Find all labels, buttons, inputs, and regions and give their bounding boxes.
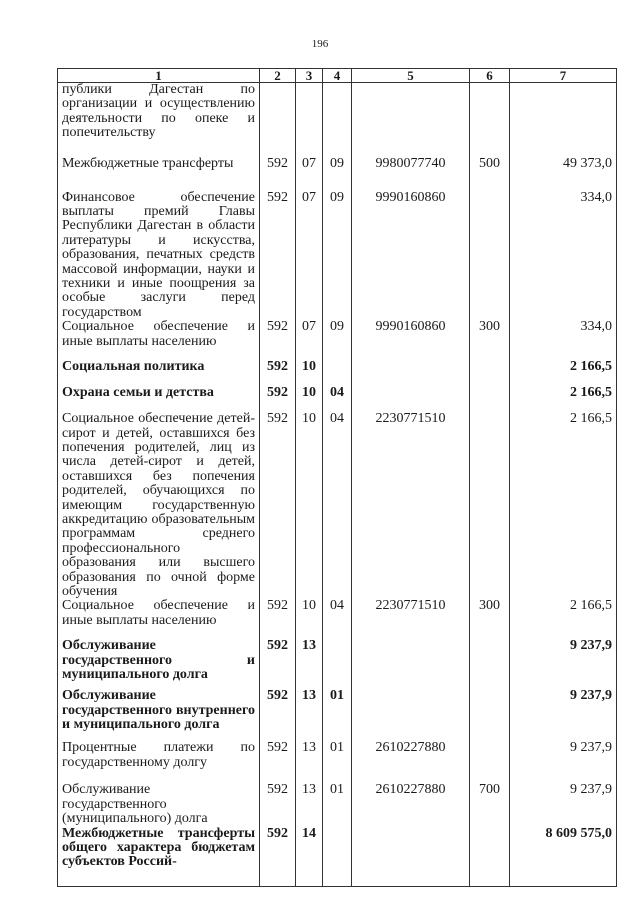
table-row: [58, 386, 617, 412]
row-subsection-cell: 01: [323, 689, 352, 741]
row-expense-kind-cell: [470, 83, 510, 157]
row-target-article-cell: [352, 639, 470, 689]
row-target-article-cell: [352, 386, 470, 412]
table-row: [58, 783, 617, 826]
row-target-article-cell: 9990160860: [352, 320, 470, 360]
row-admin-code-cell: 592: [260, 360, 296, 386]
row-sum-cell: 8 609 575,0: [510, 827, 617, 887]
row-section-cell: 10: [296, 599, 323, 639]
table-row: [58, 599, 617, 639]
row-expense-kind-cell: 700: [470, 783, 510, 826]
column-header-5: 5: [352, 69, 470, 83]
row-sum-cell: 2 166,5: [510, 412, 617, 599]
row-name-cell: Межбюджетные трансферты общего характера бюджетам субъектов Россий-: [58, 827, 260, 887]
table-row: [58, 157, 617, 191]
column-header-3: 3: [296, 69, 323, 83]
row-subsection-cell: 09: [323, 191, 352, 321]
row-name-cell: публики Дагестан по организации и осуществлению деятельности по опеке и попечительству: [58, 83, 260, 157]
table-row: [58, 412, 617, 599]
row-sum-cell: 334,0: [510, 320, 617, 360]
row-expense-kind-cell: [470, 689, 510, 741]
row-name-cell: Социальное обеспечение и иные выплаты населению: [58, 599, 260, 639]
row-sum-cell: 9 237,9: [510, 639, 617, 689]
row-section-cell: 13: [296, 783, 323, 826]
row-subsection-cell: 04: [323, 386, 352, 412]
table-row: [58, 827, 617, 887]
row-subsection-cell: [323, 827, 352, 887]
row-target-article-cell: [352, 689, 470, 741]
row-subsection-cell: 09: [323, 157, 352, 191]
row-target-article-cell: 9980077740: [352, 157, 470, 191]
row-expense-kind-cell: 300: [470, 599, 510, 639]
row-subsection-cell: 09: [323, 320, 352, 360]
row-admin-code-cell: 592: [260, 639, 296, 689]
row-section-cell: 10: [296, 360, 323, 386]
row-subsection-cell: [323, 360, 352, 386]
row-name-cell: Процентные платежи по государственному долгу: [58, 741, 260, 783]
row-expense-kind-cell: [470, 639, 510, 689]
table-row: [58, 741, 617, 783]
row-section-cell: 13: [296, 741, 323, 783]
row-section-cell: 13: [296, 639, 323, 689]
row-admin-code-cell: 592: [260, 320, 296, 360]
row-section-cell: 10: [296, 412, 323, 599]
row-sum-cell: 2 166,5: [510, 386, 617, 412]
row-sum-cell: [510, 83, 617, 157]
row-expense-kind-cell: [470, 360, 510, 386]
row-admin-code-cell: 592: [260, 741, 296, 783]
row-target-article-cell: 2610227880: [352, 783, 470, 826]
row-name-cell: Обслуживание государственного внутреннего и муниципального долга: [58, 689, 260, 741]
row-expense-kind-cell: 500: [470, 157, 510, 191]
table-row: [58, 360, 617, 386]
row-subsection-cell: [323, 83, 352, 157]
row-admin-code-cell: 592: [260, 599, 296, 639]
column-header-6: 6: [470, 69, 510, 83]
row-sum-cell: 2 166,5: [510, 599, 617, 639]
table-row: [58, 83, 617, 157]
row-name-cell: Охрана семьи и детства: [58, 386, 260, 412]
row-admin-code-cell: 592: [260, 157, 296, 191]
row-admin-code-cell: 592: [260, 827, 296, 887]
row-target-article-cell: 2230771510: [352, 599, 470, 639]
table-row: [58, 689, 617, 741]
row-expense-kind-cell: [470, 741, 510, 783]
budget-table: [57, 68, 617, 887]
row-admin-code-cell: 592: [260, 412, 296, 599]
row-name-cell: Социальная политика: [58, 360, 260, 386]
row-sum-cell: 9 237,9: [510, 741, 617, 783]
row-target-article-cell: 9990160860: [352, 191, 470, 321]
row-name-cell: Социальное обеспечение детей-сирот и детей, оставшихся без попечения родителей, лиц из числа детей-сирот и детей, оставшихся без попечения родителей, обучающихся по имеющим государственную аккредитацию образовательным программам среднего профессионального образования или высшего образования по очной форме обучения: [58, 412, 260, 599]
row-section-cell: 07: [296, 320, 323, 360]
row-target-article-cell: [352, 360, 470, 386]
row-expense-kind-cell: [470, 191, 510, 321]
row-subsection-cell: 04: [323, 599, 352, 639]
table-header-row: [58, 69, 617, 83]
column-header-2: 2: [260, 69, 296, 83]
row-name-cell: Межбюджетные трансферты: [58, 157, 260, 191]
row-admin-code-cell: 592: [260, 191, 296, 321]
table-row: [58, 639, 617, 689]
row-target-article-cell: 2610227880: [352, 741, 470, 783]
row-sum-cell: 9 237,9: [510, 783, 617, 826]
row-subsection-cell: 01: [323, 783, 352, 826]
row-sum-cell: 49 373,0: [510, 157, 617, 191]
row-admin-code-cell: 592: [260, 386, 296, 412]
row-subsection-cell: 01: [323, 741, 352, 783]
row-admin-code-cell: 592: [260, 689, 296, 741]
row-section-cell: [296, 83, 323, 157]
row-sum-cell: 2 166,5: [510, 360, 617, 386]
row-section-cell: 07: [296, 157, 323, 191]
row-admin-code-cell: [260, 83, 296, 157]
row-name-cell: Обслуживание государственного (муниципального) долга: [58, 783, 260, 826]
row-target-article-cell: 2230771510: [352, 412, 470, 599]
page-number: 196: [311, 38, 329, 50]
table-row: [58, 191, 617, 321]
row-expense-kind-cell: [470, 827, 510, 887]
row-subsection-cell: 04: [323, 412, 352, 599]
table-row: [58, 320, 617, 360]
row-admin-code-cell: 592: [260, 783, 296, 826]
row-section-cell: 13: [296, 689, 323, 741]
row-name-cell: Финансовое обеспечение выплаты премий Главы Республики Дагестан в области литературы и искусства, образования, печатных средств массовой информации, науки и техники и иные поощрения за особые заслуги перед государством: [58, 191, 260, 321]
row-section-cell: 14: [296, 827, 323, 887]
column-header-1: 1: [58, 69, 260, 83]
row-sum-cell: 9 237,9: [510, 689, 617, 741]
row-section-cell: 07: [296, 191, 323, 321]
row-section-cell: 10: [296, 386, 323, 412]
row-name-cell: Социальное обеспечение и иные выплаты населению: [58, 320, 260, 360]
row-name-cell: Обслуживание государственного и муниципального долга: [58, 639, 260, 689]
row-target-article-cell: [352, 83, 470, 157]
row-expense-kind-cell: [470, 386, 510, 412]
row-expense-kind-cell: [470, 412, 510, 599]
table-body: [58, 83, 617, 887]
row-target-article-cell: [352, 827, 470, 887]
column-header-7: 7: [510, 69, 617, 83]
row-expense-kind-cell: 300: [470, 320, 510, 360]
column-header-4: 4: [323, 69, 352, 83]
row-subsection-cell: [323, 639, 352, 689]
row-sum-cell: 334,0: [510, 191, 617, 321]
